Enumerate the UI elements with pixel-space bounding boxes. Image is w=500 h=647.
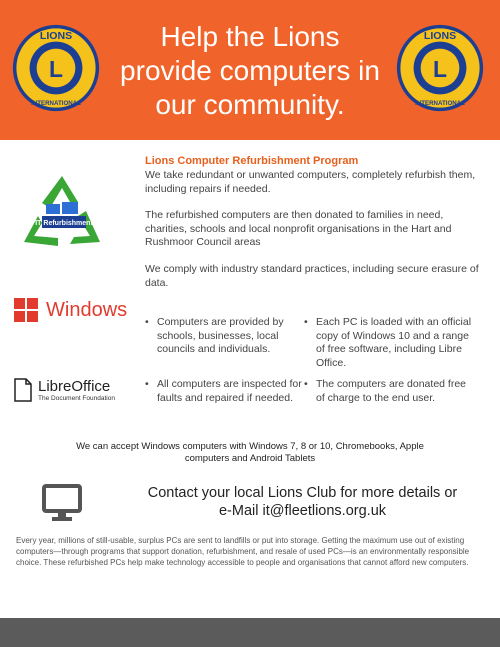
program-paragraph-2: The refurbished computers are then donated to families in need, charities, schools and local nonprofit organisations in the Hart and Rushmoor Council areas (145, 209, 452, 248)
program-title: Lions Computer Refurbishment Program (145, 155, 359, 167)
svg-text:L: L (49, 55, 63, 82)
svg-text:INTERNATIONAL: INTERNATIONAL (415, 99, 465, 107)
windows-logo-text: Windows (46, 299, 128, 321)
accepted-devices-note: We can accept Windows computers with Windows 7, 8 or 10, Chromebooks, Apple computers and Android Tablets (76, 441, 424, 464)
bullet-text: The computers are donated free of charge to the end user. (316, 378, 467, 404)
libreoffice-logo (14, 378, 124, 406)
footer-bar (0, 618, 500, 647)
bullet-dot: • (145, 316, 149, 328)
headline (100, 20, 400, 122)
bullet-text: Each PC is loaded with an official copy of Windows 10 and a range of free software, including Libre Office. (316, 316, 472, 369)
contact-block (135, 484, 470, 520)
monitor-icon (42, 484, 82, 522)
svg-text:LIONS: LIONS (423, 29, 457, 42)
bullet-item (145, 378, 302, 405)
libreoffice-logo-subtext: The Document Foundation (38, 395, 115, 402)
svg-text:INTERNATIONAL: INTERNATIONAL (31, 99, 81, 107)
recycle-icon (16, 172, 108, 256)
svg-text:LIONS: LIONS (39, 29, 73, 42)
program-paragraph-1: We take redundant or unwanted computers, completely refurbish them, including repairs if needed. (145, 169, 476, 195)
bullet-dot: • (304, 378, 308, 390)
contact-email-line[interactable]: e-Mail it@fleetlions.org.uk (218, 503, 387, 519)
program-paragraph-3: We comply with industry standard practices, including secure erasure of data. (145, 263, 479, 289)
bullet-item (304, 378, 476, 405)
bullet-item (145, 316, 302, 357)
bullet-item (304, 316, 476, 370)
bullet-dot: • (145, 378, 149, 390)
lions-logo-left (12, 24, 100, 112)
contact-line: Contact your local Lions Club for more details or (147, 485, 458, 501)
windows-flag-icon (14, 298, 38, 322)
bullet-text: Computers are provided by schools, businesses, local councils and individuals. (157, 316, 284, 355)
windows-logo (14, 298, 134, 324)
lions-logo-right (396, 24, 484, 112)
headline-line-2: provide computers in (120, 55, 380, 86)
document-icon (14, 378, 32, 402)
libreoffice-logo-text: LibreOffice (38, 378, 111, 395)
bullet-text: All computers are inspected for faults and repaired if needed. (157, 378, 302, 404)
body-paragraph: Every year, millions of still-usable, surplus PCs are sent to landfills or put into storage. Getting the maximum use out of existing computers—through programs that support donation, refurbishment, and resale of used PCs—is an environmentally responsible choice. These refurbished PCs help make technology accessible to people and organisations that cannot afford new computers. (16, 536, 470, 567)
header-banner (0, 0, 500, 140)
headline-line-3: our community. (155, 89, 345, 120)
svg-text:IT Refurbishment: IT Refurbishment (35, 220, 93, 227)
bullet-dot: • (304, 316, 308, 328)
headline-line-1: Help the Lions (160, 21, 340, 52)
svg-text:L: L (433, 55, 447, 82)
